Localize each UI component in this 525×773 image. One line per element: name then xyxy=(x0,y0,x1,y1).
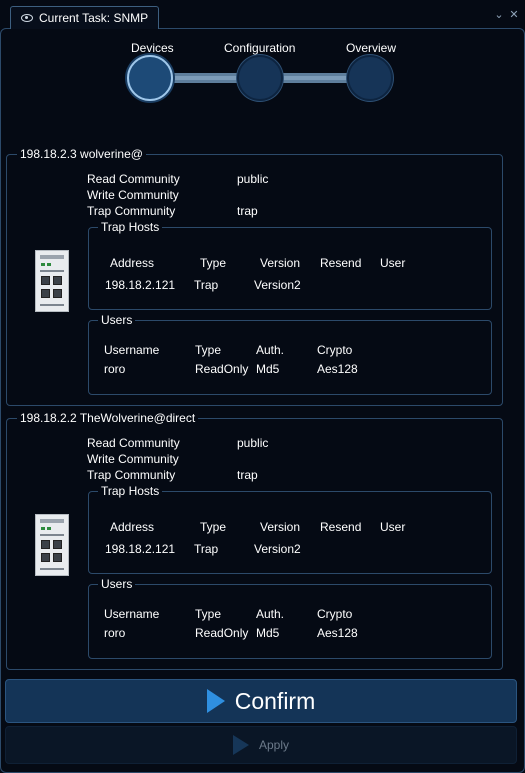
table-header: Crypto xyxy=(317,343,353,357)
table-header: Address xyxy=(110,520,155,534)
trap-community-label: Trap Community xyxy=(87,468,176,482)
table-cell: roro xyxy=(104,362,126,376)
trap-community-value: trap xyxy=(237,468,258,482)
table-cell: Trap xyxy=(194,542,219,556)
device-title: 198.18.2.2 TheWolverine@direct xyxy=(17,411,198,425)
table-header: Username xyxy=(104,343,160,357)
read-community-value: public xyxy=(237,436,269,450)
write-community-row xyxy=(87,452,237,466)
device-image xyxy=(35,250,69,312)
task-tab[interactable] xyxy=(10,6,159,29)
table-header: Address xyxy=(110,256,155,270)
table-header: Resend xyxy=(320,520,362,534)
table-header: Type xyxy=(200,520,227,534)
read-community-value: public xyxy=(237,172,269,186)
table-cell: 198.18.2.121 xyxy=(105,542,176,556)
trap-hosts-table xyxy=(88,484,492,574)
confirm-label: Confirm xyxy=(234,687,316,714)
chevron-down-icon[interactable]: ⌄ xyxy=(494,9,504,21)
table-header: Type xyxy=(195,343,222,357)
users-title: Users xyxy=(98,313,135,327)
table-header: Crypto xyxy=(317,607,353,621)
apply-button[interactable] xyxy=(5,726,517,764)
table-cell: 198.18.2.121 xyxy=(105,278,176,292)
step-dot-devices[interactable] xyxy=(127,55,173,101)
task-tab-title: Current Task: SNMP xyxy=(39,11,149,25)
device-image xyxy=(35,514,69,576)
table-cell: Aes128 xyxy=(317,362,358,376)
step-dot-overview[interactable] xyxy=(347,55,393,101)
play-icon xyxy=(233,735,249,755)
users-title: Users xyxy=(98,577,135,591)
read-community-row xyxy=(87,172,268,186)
play-icon xyxy=(207,689,225,713)
read-community-row xyxy=(87,436,268,450)
table-header: Auth. xyxy=(256,343,285,357)
step-label-overview: Overview xyxy=(346,41,397,55)
step-label-configuration: Configuration xyxy=(224,41,296,55)
table-header: User xyxy=(380,256,406,270)
confirm-button[interactable] xyxy=(5,679,517,723)
read-community-label: Read Community xyxy=(87,436,180,450)
table-cell: roro xyxy=(104,626,126,640)
table-header: Version xyxy=(260,520,301,534)
table-cell: Version2 xyxy=(254,542,301,556)
table-cell: Md5 xyxy=(256,362,280,376)
trap-community-label: Trap Community xyxy=(87,204,176,218)
table-cell: Aes128 xyxy=(317,626,358,640)
table-cell: Md5 xyxy=(256,626,280,640)
trap-hosts-title: Trap Hosts xyxy=(98,220,162,234)
table-header: Version xyxy=(260,256,301,270)
table-cell: ReadOnly xyxy=(195,626,249,640)
step-label-devices: Devices xyxy=(131,41,174,55)
table-header: Type xyxy=(195,607,222,621)
table-header: User xyxy=(380,520,406,534)
device-group xyxy=(6,411,503,670)
table-header: Resend xyxy=(320,256,362,270)
table-cell: Version2 xyxy=(254,278,301,292)
eye-icon xyxy=(21,14,33,22)
step-dot-configuration[interactable] xyxy=(237,55,283,101)
users-table xyxy=(88,577,492,659)
table-header: Type xyxy=(200,256,227,270)
trap-hosts-table xyxy=(88,220,492,310)
write-community-row xyxy=(87,188,237,202)
table-cell: ReadOnly xyxy=(195,362,249,376)
device-group xyxy=(6,147,503,406)
table-header: Auth. xyxy=(256,607,285,621)
users-table xyxy=(88,313,492,395)
write-community-label: Write Community xyxy=(87,188,179,202)
trap-hosts-title: Trap Hosts xyxy=(98,484,162,498)
apply-label: Apply xyxy=(258,738,290,752)
read-community-label: Read Community xyxy=(87,172,180,186)
trap-community-row xyxy=(87,468,258,482)
write-community-label: Write Community xyxy=(87,452,179,466)
table-cell: Trap xyxy=(194,278,219,292)
close-icon[interactable]: ✕ xyxy=(509,9,519,21)
device-title: 198.18.2.3 wolverine@ xyxy=(17,147,146,161)
trap-community-row xyxy=(87,204,258,218)
trap-community-value: trap xyxy=(237,204,258,218)
table-header: Username xyxy=(104,607,160,621)
